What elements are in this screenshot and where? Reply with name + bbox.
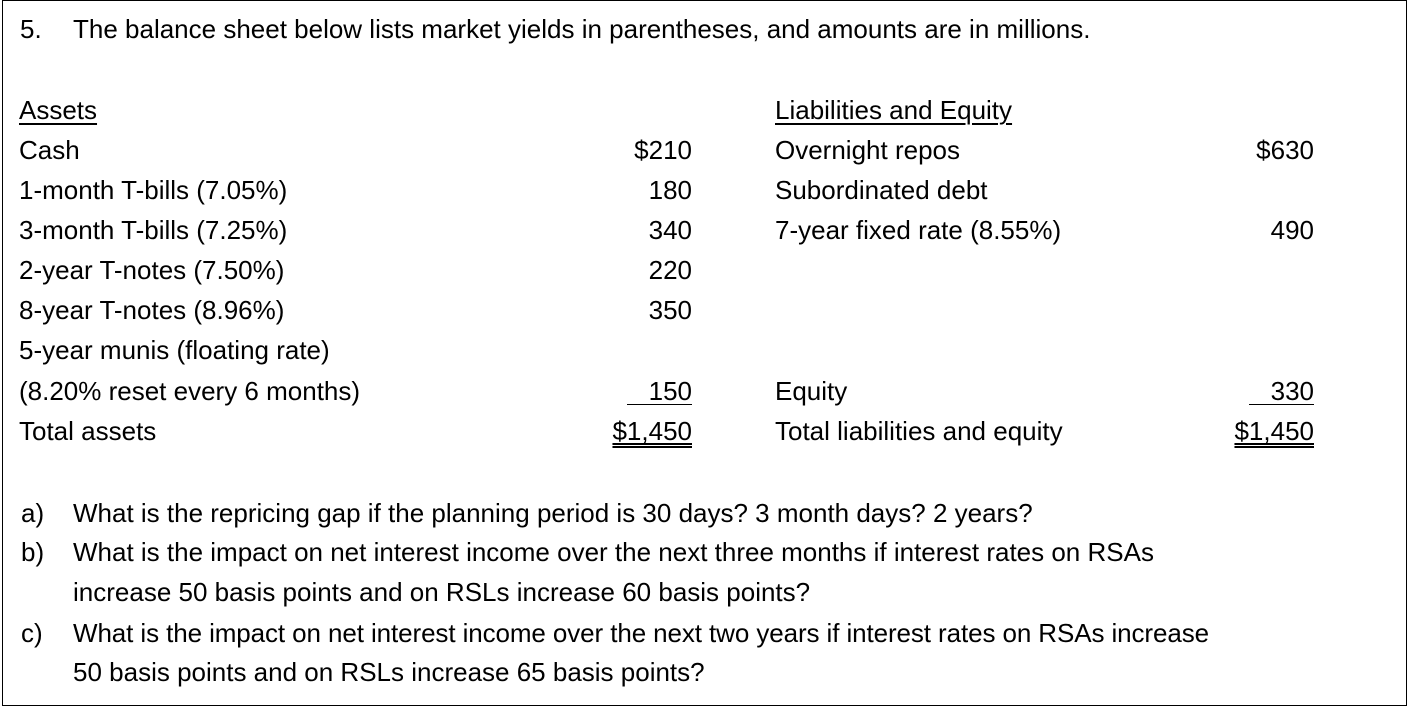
- liability-label: Overnight repos: [775, 135, 960, 165]
- liability-value: $630: [1256, 135, 1314, 165]
- equity-label: Equity: [775, 376, 848, 406]
- assets-heading: Assets: [19, 95, 98, 125]
- asset-value-underlined: [560, 376, 692, 406]
- asset-label: 8-year T-notes (8.96%): [19, 295, 285, 325]
- liability-label: 7-year fixed rate (8.55%): [775, 215, 1062, 245]
- total-liabilities-label: Total liabilities and equity: [775, 416, 1063, 446]
- asset-label: 1-month T-bills (7.05%): [19, 175, 288, 205]
- asset-label: Cash: [19, 135, 80, 165]
- liabilities-heading: Liabilities and Equity: [775, 95, 1013, 125]
- equity-value-underlined: [1180, 376, 1314, 406]
- part-text: What is the impact on net interest income over the next three months if interest rates on RSAs: [73, 537, 1154, 567]
- total-assets-value: $1,450: [612, 416, 692, 446]
- asset-value: $210: [634, 135, 692, 165]
- question-number: 5.: [20, 14, 42, 44]
- part-letter: b): [21, 537, 45, 567]
- total-liabilities-value: $1,450: [1234, 416, 1314, 446]
- asset-value: 350: [648, 295, 692, 325]
- asset-value: 150: [627, 378, 692, 405]
- liability-label: Subordinated debt: [775, 175, 988, 205]
- asset-value: 220: [648, 255, 692, 285]
- asset-value: 180: [648, 175, 692, 205]
- part-text: increase 50 basis points and on RSLs increase 60 basis points?: [73, 577, 811, 607]
- equity-value: 330: [1249, 378, 1314, 405]
- part-text: What is the repricing gap if the planning period is 30 days? 3 month days? 2 years?: [73, 498, 1033, 528]
- liability-value: 490: [1270, 215, 1314, 245]
- part-letter: a): [21, 498, 45, 528]
- part-text: What is the impact on net interest income over the next two years if interest rates on RSAs increase: [73, 618, 1209, 648]
- asset-label: 2-year T-notes (7.50%): [19, 255, 285, 285]
- asset-value: 340: [648, 215, 692, 245]
- asset-label: (8.20% reset every 6 months): [19, 376, 361, 406]
- asset-label: 3-month T-bills (7.25%): [19, 215, 288, 245]
- asset-label: 5-year munis (floating rate): [19, 335, 330, 365]
- total-assets-label: Total assets: [19, 416, 157, 446]
- question-text: The balance sheet below lists market yields in parentheses, and amounts are in millions.: [73, 14, 1091, 44]
- part-letter: c): [21, 618, 43, 648]
- part-text: 50 basis points and on RSLs increase 65 basis points?: [73, 657, 705, 687]
